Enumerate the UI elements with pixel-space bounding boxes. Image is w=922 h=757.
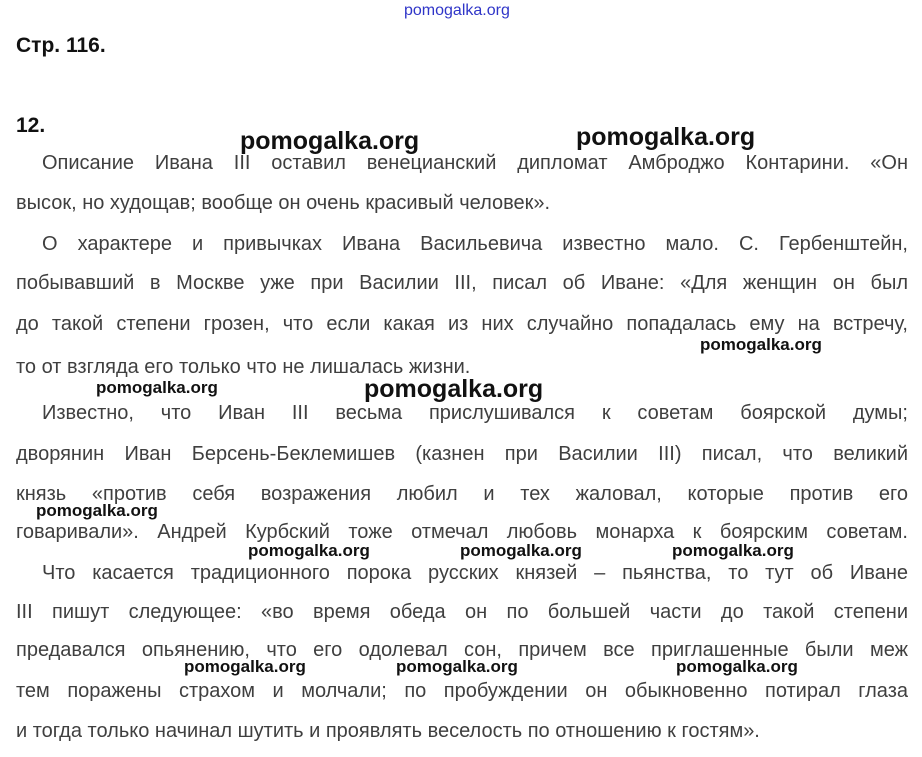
watermark: pomogalka.org — [576, 123, 756, 151]
text-line: побывавший в Москве уже при Василии III, писал об Иване: «Для женщин он был — [16, 272, 908, 294]
text-line: то от взгляда его только что не лишалась жизни. — [16, 356, 471, 378]
watermark: pomogalka.org — [184, 657, 306, 676]
watermark: pomogalka.org — [36, 501, 158, 520]
text-line: III пишут следующее: «во время обеда он по большей части до такой степени — [16, 601, 908, 623]
text-line: тем поражены страхом и молчали; по пробуждении он обыкновенно потирал глаза — [16, 680, 908, 702]
watermark: pomogalka.org — [672, 541, 794, 560]
text-line: Что касается традиционного порока русских князей – пьянства, то тут об Иване — [42, 562, 908, 584]
watermark: pomogalka.org — [676, 657, 798, 676]
text-line: Описание Ивана III оставил венецианский дипломат Амброджо Контарини. «Он — [42, 152, 908, 174]
site-watermark-top: pomogalka.org — [404, 2, 510, 19]
text-line: до такой степени грозен, что если какая из них случайно попадалась ему на встречу, — [16, 313, 908, 335]
text-line: князь «против себя возражения любил и тех жаловал, которые против его — [16, 483, 908, 505]
text-line: говаривали». Андрей Курбский тоже отмечал любовь монарха к боярским советам. — [16, 521, 908, 543]
text-line: высок, но худощав; вообще он очень красивый человек». — [16, 192, 551, 214]
text-line: О характере и привычках Ивана Васильевича известно мало. С. Гербенштейн, — [42, 233, 908, 255]
page-heading: Стр. 116. — [16, 34, 106, 57]
task-number: 12. — [16, 114, 46, 137]
watermark: pomogalka.org — [460, 541, 582, 560]
text-line: и тогда только начинал шутить и проявлять веселость по отношению к гостям». — [16, 720, 760, 742]
watermark: pomogalka.org — [96, 378, 218, 397]
watermark: pomogalka.org — [700, 335, 822, 354]
watermark: pomogalka.org — [240, 127, 420, 155]
watermark: pomogalka.org — [396, 657, 518, 676]
watermark: pomogalka.org — [364, 375, 544, 403]
text-line: Известно, что Иван III весьма прислушивался к советам боярской думы; — [42, 402, 908, 424]
text-line: дворянин Иван Берсень-Беклемишев (казнен при Василии III) писал, что великий — [16, 443, 908, 465]
text-line: предавался опьянению, что его одолевал сон, причем все приглашенные были меж — [16, 639, 908, 661]
watermark: pomogalka.org — [248, 541, 370, 560]
